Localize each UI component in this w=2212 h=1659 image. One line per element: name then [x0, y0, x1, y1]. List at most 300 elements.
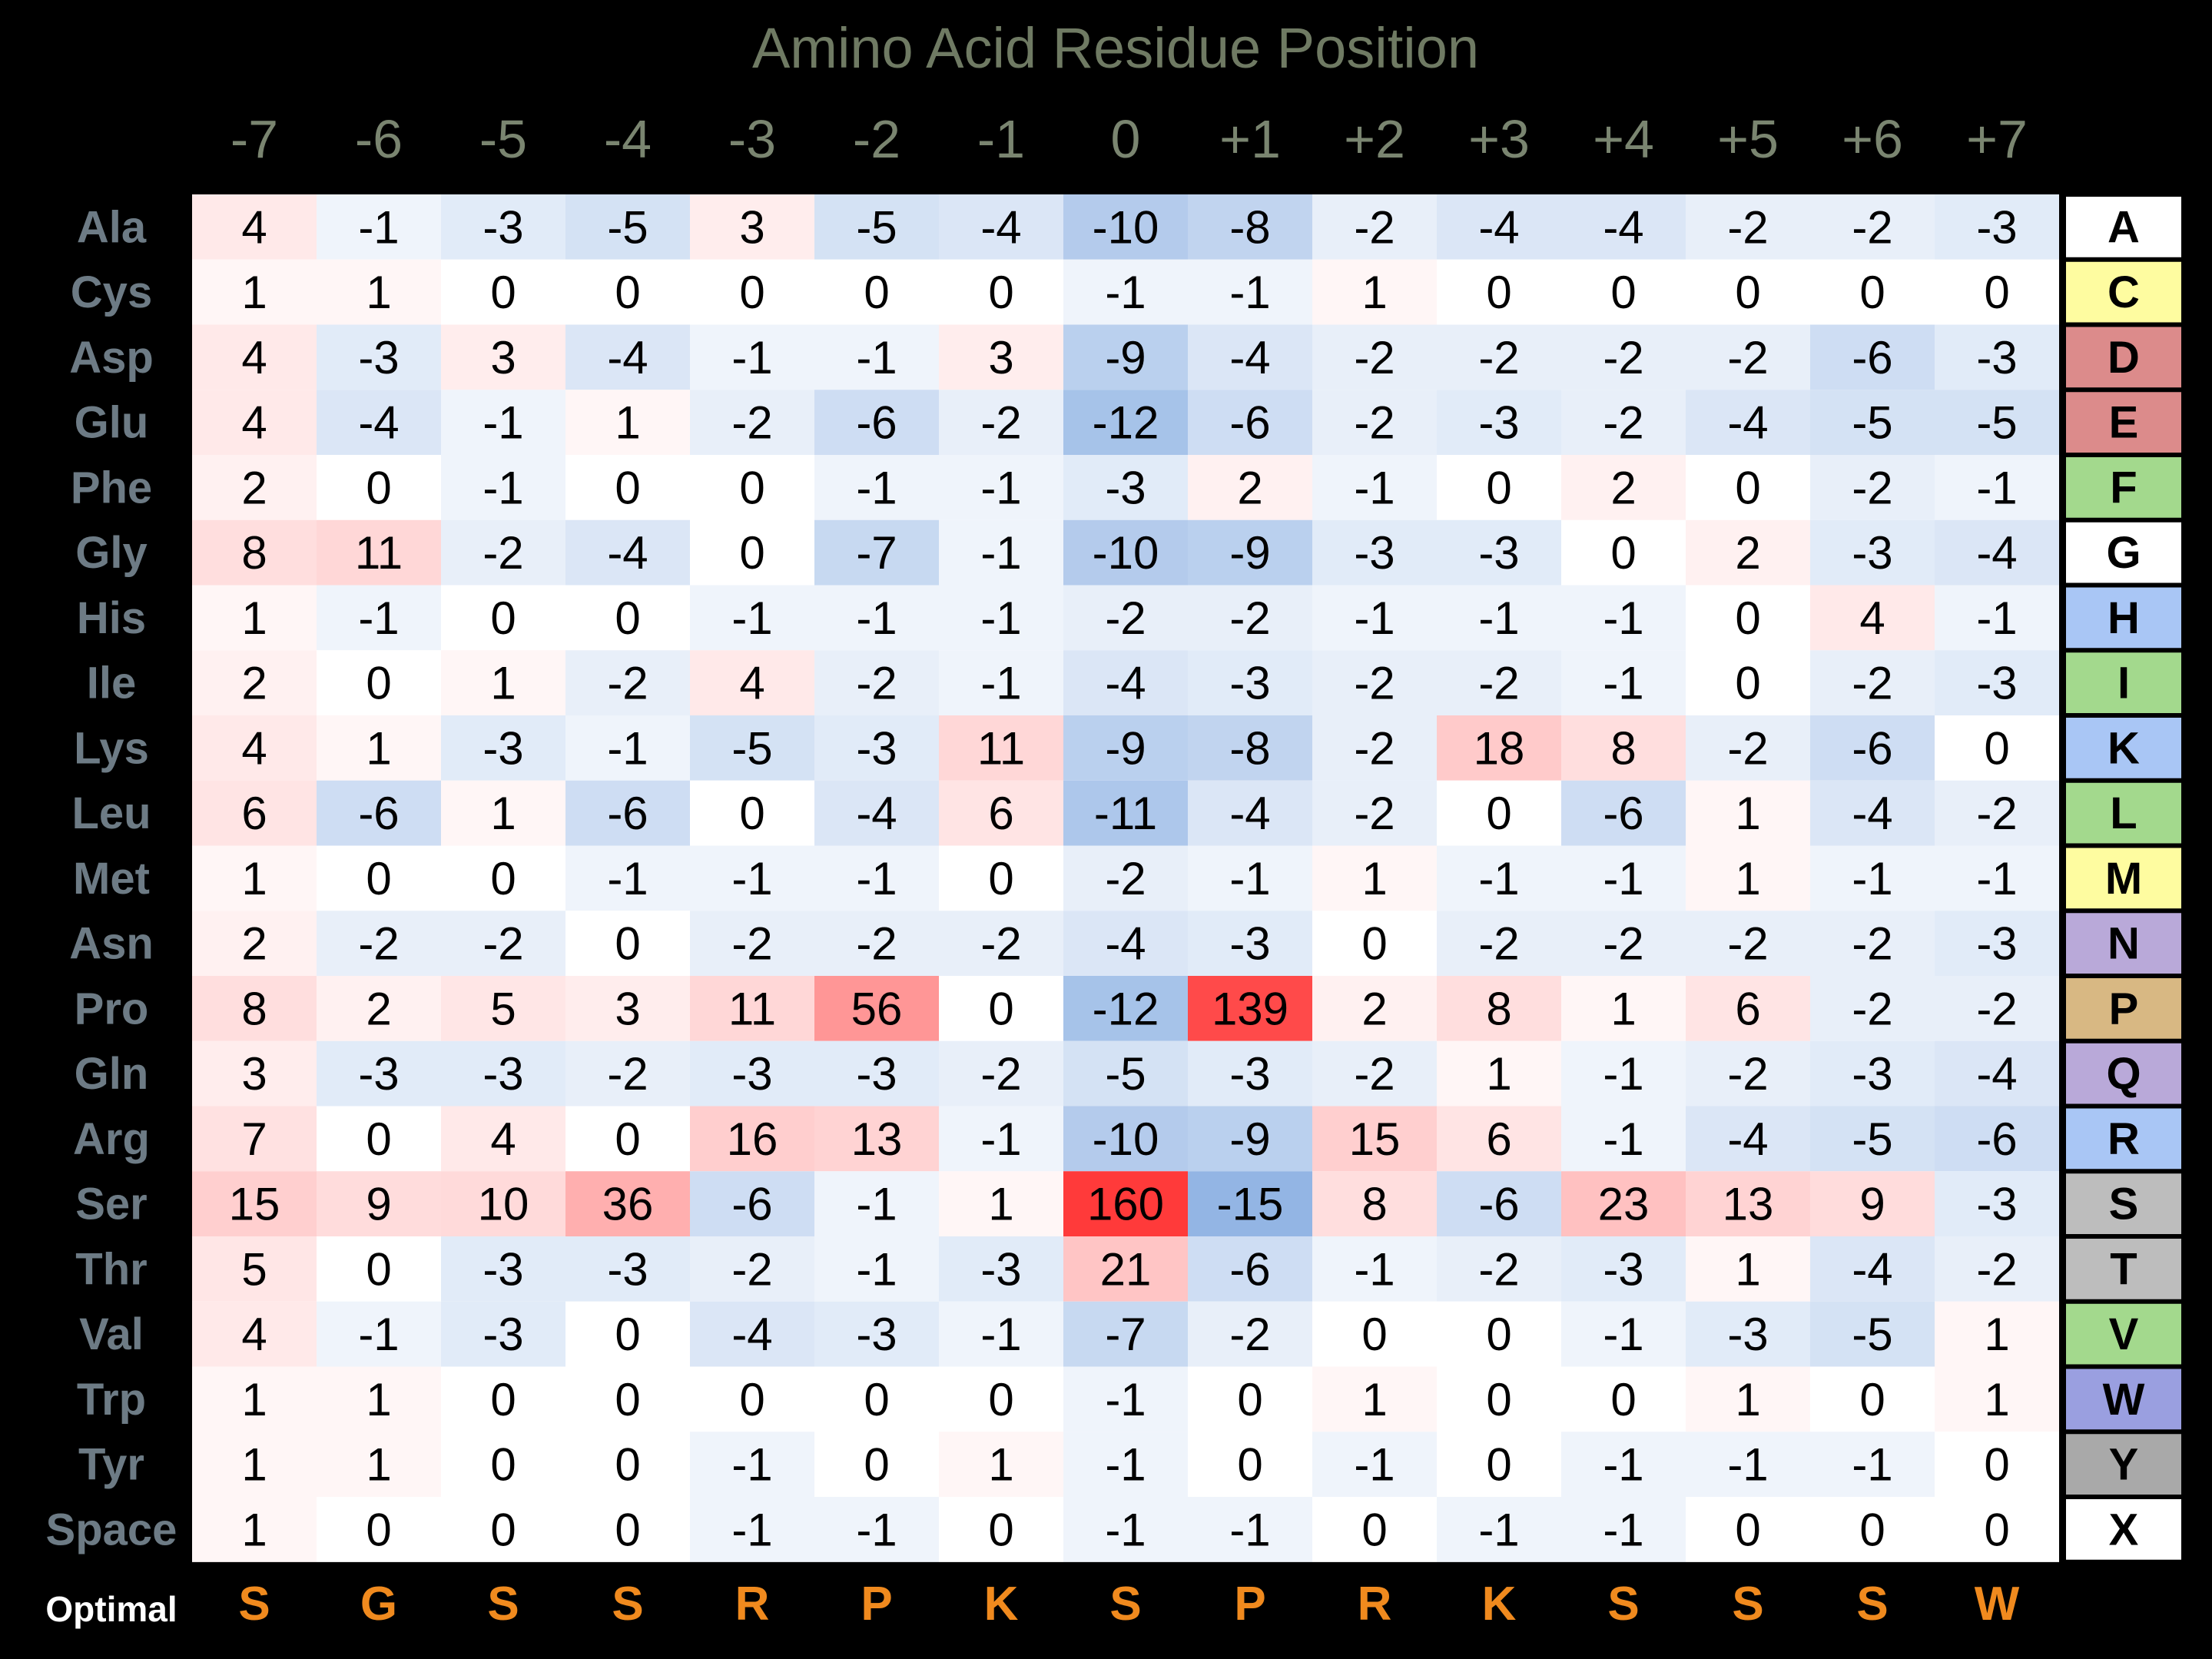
cell-value: 0	[1361, 1504, 1388, 1556]
key-letter: I	[2117, 658, 2131, 708]
cell-value: 0	[988, 983, 1014, 1035]
cell-value: 2	[241, 462, 267, 514]
cell-value: -3	[1976, 657, 2018, 709]
cell-value: -2	[856, 657, 897, 709]
cell-value: 36	[602, 1178, 654, 1230]
cell-value: 0	[366, 1113, 392, 1165]
cell-value: 10	[477, 1178, 529, 1230]
cell-value: 0	[864, 267, 890, 319]
cell-value: -1	[1976, 852, 2018, 904]
cell-value: -2	[1354, 1048, 1395, 1100]
column-label: +6	[1842, 109, 1903, 169]
row-label: Ile	[86, 658, 137, 708]
row-label: Gln	[74, 1049, 149, 1100]
cell-value: 1	[241, 592, 267, 644]
cell-value: -1	[1105, 1504, 1146, 1556]
row-label: Phe	[70, 463, 153, 513]
cell-value: -1	[856, 1243, 897, 1296]
row-label: Space	[45, 1505, 177, 1555]
cell-value: -10	[1092, 527, 1159, 579]
cell-value: -2	[1852, 983, 1893, 1035]
cell-value: -1	[980, 1309, 1022, 1361]
cell-value: 1	[1735, 1243, 1761, 1296]
cell-value: 1	[366, 722, 392, 775]
cell-value: -3	[856, 1048, 897, 1100]
cell-value: 0	[366, 852, 392, 904]
column-label: +4	[1593, 109, 1654, 169]
optimal-residue: S	[612, 1578, 644, 1631]
key-letter: C	[2108, 267, 2140, 318]
cell-value: -1	[1229, 852, 1271, 904]
row-label: Glu	[74, 397, 149, 448]
cell-value: 6	[988, 788, 1014, 840]
cell-value: 3	[615, 983, 641, 1035]
cell-value: 1	[988, 1178, 1014, 1230]
cell-value: -9	[1229, 527, 1271, 579]
column-label: -4	[603, 109, 652, 169]
cell-value: 8	[241, 983, 267, 1035]
cell-value: -10	[1092, 201, 1159, 254]
column-label: -3	[728, 109, 777, 169]
cell-value: -11	[1093, 788, 1158, 840]
cell-value: -2	[358, 917, 400, 970]
cell-value: -1	[1603, 592, 1644, 644]
cell-value: -1	[1976, 462, 2018, 514]
cell-value: 8	[1610, 722, 1637, 775]
cell-value: 0	[739, 462, 765, 514]
cell-value: -5	[731, 722, 773, 775]
row-label: Met	[73, 853, 150, 904]
cell-value: 8	[1361, 1178, 1388, 1230]
cell-value: -5	[1852, 1113, 1893, 1165]
cell-value: 0	[490, 1438, 516, 1491]
cell-value: -2	[856, 917, 897, 970]
cell-value: -4	[1852, 788, 1893, 840]
cell-value: -1	[1603, 1309, 1644, 1361]
cell-value: -2	[1354, 657, 1395, 709]
key-letter: Q	[2106, 1049, 2141, 1100]
cell-value: 0	[1859, 1373, 1885, 1425]
cell-value: -1	[1105, 267, 1146, 319]
cell-value: 0	[1237, 1373, 1263, 1425]
cell-value: 4	[241, 722, 267, 775]
cell-value: -15	[1216, 1178, 1284, 1230]
cell-value: -8	[1229, 201, 1271, 254]
cell-value: -2	[980, 917, 1022, 970]
cell-value: -2	[1976, 1243, 2018, 1296]
cell-value: 0	[1486, 1309, 1512, 1361]
cell-value: 160	[1086, 1178, 1165, 1230]
cell-value: 0	[1237, 1438, 1263, 1491]
cell-value: -1	[856, 592, 897, 644]
cell-value: -2	[1727, 201, 1769, 254]
cell-value: -4	[1976, 527, 2018, 579]
cell-value: 0	[490, 1504, 516, 1556]
cell-value: -2	[1603, 397, 1644, 449]
key-letter: A	[2108, 202, 2140, 253]
cell-value: -2	[1852, 657, 1893, 709]
cell-value: 0	[615, 462, 641, 514]
column-label: +2	[1344, 109, 1405, 169]
cell-value: -1	[856, 1504, 897, 1556]
cell-value: -2	[1354, 397, 1395, 449]
cell-value: 0	[739, 1373, 765, 1425]
cell-value: -6	[607, 788, 648, 840]
cell-value: -1	[980, 1113, 1022, 1165]
optimal-label: Optimal	[45, 1589, 177, 1629]
cell-value: 11	[977, 722, 1026, 775]
cell-value: -4	[607, 527, 648, 579]
cell-value: -6	[1478, 1178, 1520, 1230]
cell-value: 9	[366, 1178, 392, 1230]
cell-value: -6	[856, 397, 897, 449]
cell-value: -3	[483, 1048, 524, 1100]
cell-value: 3	[490, 331, 516, 383]
optimal-residue: K	[1481, 1578, 1517, 1631]
cell-value: -2	[483, 527, 524, 579]
cell-value: 0	[1610, 267, 1637, 319]
cell-value: 3	[988, 331, 1014, 383]
cell-value: -8	[1229, 722, 1271, 775]
cell-value: -4	[731, 1309, 773, 1361]
cell-value: -4	[358, 397, 400, 449]
cell-value: -2	[1478, 1243, 1520, 1296]
cell-value: 0	[490, 592, 516, 644]
cell-value: -6	[1229, 1243, 1271, 1296]
cell-value: 0	[366, 462, 392, 514]
key-letter: M	[2104, 853, 2143, 904]
cell-value: 2	[241, 917, 267, 970]
cell-value: 4	[1859, 592, 1885, 644]
cell-value: 0	[615, 592, 641, 644]
key-letter: K	[2108, 723, 2140, 774]
cell-value: -4	[1229, 331, 1271, 383]
cell-value: -2	[1603, 917, 1644, 970]
cell-value: 0	[1859, 1504, 1885, 1556]
cell-value: 1	[1361, 1373, 1388, 1425]
cell-value: -3	[856, 722, 897, 775]
cell-value: -2	[1478, 917, 1520, 970]
cell-value: -2	[1478, 657, 1520, 709]
cell-value: 0	[1735, 267, 1761, 319]
cell-value: -1	[731, 852, 773, 904]
cell-value: 1	[1361, 852, 1388, 904]
optimal-residue: G	[360, 1578, 398, 1631]
column-label: 0	[1110, 109, 1141, 169]
cell-value: 11	[728, 983, 777, 1035]
cell-value: 2	[1610, 462, 1637, 514]
cell-value: 6	[241, 788, 267, 840]
cell-value: 0	[615, 917, 641, 970]
optimal-residue: R	[1357, 1578, 1392, 1631]
row-label: Ala	[76, 202, 147, 253]
row-label: Ser	[75, 1179, 148, 1229]
cell-value: -6	[1976, 1113, 2018, 1165]
key-letter: T	[2110, 1244, 2137, 1295]
key-letter: G	[2106, 528, 2141, 579]
cell-value: 0	[1610, 527, 1637, 579]
cell-value: -1	[1603, 1504, 1644, 1556]
cell-value: 16	[726, 1113, 778, 1165]
optimal-residue: K	[983, 1578, 1019, 1631]
cell-value: 0	[864, 1373, 890, 1425]
cell-value: -2	[483, 917, 524, 970]
cell-value: -1	[1105, 1438, 1146, 1491]
cell-value: 8	[241, 527, 267, 579]
optimal-residue: S	[1607, 1578, 1640, 1631]
cell-value: -3	[483, 1309, 524, 1361]
optimal-residue: S	[238, 1578, 270, 1631]
row-label: Thr	[75, 1244, 148, 1295]
cell-value: 4	[241, 201, 267, 254]
cell-value: 56	[851, 983, 903, 1035]
cell-value: -3	[1852, 527, 1893, 579]
row-label: Lys	[74, 723, 149, 774]
cell-value: 3	[739, 201, 765, 254]
cell-value: 2	[366, 983, 392, 1035]
cell-value: -3	[1976, 1178, 2018, 1230]
cell-value: 1	[241, 267, 267, 319]
cell-value: -3	[1976, 331, 2018, 383]
cell-value: -1	[1354, 1243, 1395, 1296]
cell-value: 0	[864, 1438, 890, 1491]
cell-value: -1	[980, 462, 1022, 514]
cell-value: -5	[856, 201, 897, 254]
cell-value: -3	[1727, 1309, 1769, 1361]
row-label: Arg	[73, 1113, 150, 1164]
cell-value: -9	[1229, 1113, 1271, 1165]
cell-value: 0	[615, 267, 641, 319]
row-label: Pro	[74, 984, 149, 1034]
cell-value: -3	[483, 722, 524, 775]
cell-value: 0	[490, 1373, 516, 1425]
cell-value: 139	[1211, 983, 1289, 1035]
cell-value: -1	[1105, 1373, 1146, 1425]
cell-value: -4	[980, 201, 1022, 254]
cell-value: -1	[1478, 852, 1520, 904]
cell-value: -3	[483, 201, 524, 254]
cell-value: 1	[241, 1373, 267, 1425]
cell-value: 0	[366, 1243, 392, 1296]
cell-value: -6	[1852, 331, 1893, 383]
key-letter: L	[2110, 788, 2137, 839]
cell-value: -4	[607, 331, 648, 383]
row-label: His	[76, 592, 147, 643]
cell-value: -4	[1105, 917, 1146, 970]
cell-value: -3	[1976, 917, 2018, 970]
cell-value: 0	[988, 267, 1014, 319]
cell-value: 1	[1361, 267, 1388, 319]
cell-value: -2	[1727, 331, 1769, 383]
column-label: -2	[852, 109, 901, 169]
cell-value: -1	[856, 1178, 897, 1230]
cell-value: -4	[1976, 1048, 2018, 1100]
cell-value: 1	[1735, 852, 1761, 904]
cell-value: -1	[1354, 592, 1395, 644]
cell-value: 0	[1486, 788, 1512, 840]
optimal-residue: W	[1974, 1578, 2020, 1631]
cell-value: -4	[1603, 201, 1644, 254]
cell-value: -9	[1105, 331, 1146, 383]
key-letter: V	[2108, 1309, 2139, 1360]
cell-value: 5	[490, 983, 516, 1035]
cell-value: -3	[980, 1243, 1022, 1296]
cell-value: 0	[1486, 1373, 1512, 1425]
cell-value: 0	[1610, 1373, 1637, 1425]
cell-value: 1	[241, 1438, 267, 1491]
key-letter: H	[2108, 592, 2140, 643]
optimal-residue: S	[1856, 1578, 1889, 1631]
cell-value: -1	[1354, 1438, 1395, 1491]
cell-value: 3	[241, 1048, 267, 1100]
cell-value: 6	[1735, 983, 1761, 1035]
cell-value: -2	[1354, 722, 1395, 775]
cell-value: 0	[1361, 917, 1388, 970]
cell-value: -5	[607, 201, 648, 254]
cell-value: 1	[490, 657, 516, 709]
cell-value: 23	[1597, 1178, 1650, 1230]
cell-value: 1	[1735, 1373, 1761, 1425]
cell-value: 0	[615, 1373, 641, 1425]
cell-value: 0	[1859, 267, 1885, 319]
cell-value: -3	[1229, 657, 1271, 709]
cell-value: 1	[1486, 1048, 1512, 1100]
cell-value: -10	[1092, 1113, 1159, 1165]
column-label: +5	[1717, 109, 1779, 169]
cell-value: 2	[1735, 527, 1761, 579]
cell-value: -1	[607, 722, 648, 775]
cell-value: -3	[1478, 527, 1520, 579]
cell-value: -7	[1105, 1309, 1146, 1361]
cell-value: -3	[483, 1243, 524, 1296]
cell-value: 2	[1237, 462, 1263, 514]
cell-value: 5	[241, 1243, 267, 1296]
row-label: Tyr	[78, 1439, 144, 1490]
cell-value: -2	[1229, 1309, 1271, 1361]
cell-value: 15	[1348, 1113, 1401, 1165]
cell-value: -2	[731, 397, 773, 449]
cell-value: 1	[366, 1438, 392, 1491]
cell-value: 0	[1361, 1309, 1388, 1361]
key-letter: Y	[2108, 1439, 2139, 1490]
cell-value: 0	[1984, 1438, 2010, 1491]
row-label: Asn	[69, 918, 154, 969]
cell-value: -2	[1105, 852, 1146, 904]
cell-value: -4	[856, 788, 897, 840]
key-letter: R	[2108, 1113, 2140, 1164]
cell-value: -3	[1852, 1048, 1893, 1100]
cell-value: -2	[1852, 201, 1893, 254]
cell-value: -1	[1852, 852, 1893, 904]
row-label: Gly	[75, 528, 148, 579]
cell-value: 1	[1984, 1373, 2010, 1425]
cell-value: -4	[1478, 201, 1520, 254]
cell-value: -2	[731, 1243, 773, 1296]
cell-value: -2	[1354, 788, 1395, 840]
row-label: Asp	[69, 332, 154, 383]
cell-value: 0	[1486, 267, 1512, 319]
cell-value: -2	[1727, 917, 1769, 970]
column-label: -6	[354, 109, 403, 169]
cell-value: -2	[1603, 331, 1644, 383]
cell-value: -4	[1852, 1243, 1893, 1296]
cell-value: -1	[1727, 1438, 1769, 1491]
cell-value: 0	[366, 657, 392, 709]
cell-value: -2	[1354, 331, 1395, 383]
cell-value: -1	[731, 1504, 773, 1556]
cell-value: 0	[988, 852, 1014, 904]
key-letter: S	[2108, 1179, 2139, 1229]
cell-value: -3	[1478, 397, 1520, 449]
column-label: +7	[1966, 109, 2028, 169]
cell-value: -4	[1727, 1113, 1769, 1165]
cell-value: -5	[1852, 397, 1893, 449]
cell-value: -2	[1976, 788, 2018, 840]
cell-value: 0	[988, 1504, 1014, 1556]
cell-value: -2	[1478, 331, 1520, 383]
cell-value: 6	[1486, 1113, 1512, 1165]
cell-value: -3	[358, 1048, 400, 1100]
cell-value: -1	[731, 331, 773, 383]
cell-value: -7	[856, 527, 897, 579]
cell-value: -2	[980, 1048, 1022, 1100]
cell-value: -1	[1229, 267, 1271, 319]
cell-value: -3	[1603, 1243, 1644, 1296]
cell-value: 0	[1735, 592, 1761, 644]
cell-value: 4	[241, 397, 267, 449]
cell-value: -2	[607, 657, 648, 709]
column-label: -1	[977, 109, 1026, 169]
cell-value: 0	[1735, 1504, 1761, 1556]
cell-value: -1	[1603, 852, 1644, 904]
cell-value: 0	[615, 1113, 641, 1165]
cell-value: -12	[1092, 397, 1159, 449]
column-label: -5	[479, 109, 528, 169]
cell-value: -3	[1354, 527, 1395, 579]
cell-value: -1	[607, 852, 648, 904]
cell-value: 13	[1722, 1178, 1774, 1230]
key-letter: F	[2110, 463, 2137, 513]
optimal-residue: S	[487, 1578, 519, 1631]
cell-value: -1	[1976, 592, 2018, 644]
cell-value: -2	[1354, 201, 1395, 254]
row-label: Val	[79, 1309, 144, 1360]
cell-value: 4	[490, 1113, 516, 1165]
cell-value: 0	[615, 1309, 641, 1361]
cell-value: 0	[739, 527, 765, 579]
column-label: -7	[230, 109, 279, 169]
cell-value: -2	[1229, 592, 1271, 644]
cell-value: -3	[358, 331, 400, 383]
cell-value: -3	[731, 1048, 773, 1100]
cell-value: 13	[851, 1113, 903, 1165]
cell-value: 2	[1361, 983, 1388, 1035]
cell-value: -6	[731, 1178, 773, 1230]
optimal-residue: S	[1109, 1578, 1142, 1631]
cell-value: -6	[358, 788, 400, 840]
cell-value: -3	[1229, 1048, 1271, 1100]
cell-value: 0	[1486, 462, 1512, 514]
cell-value: -12	[1092, 983, 1159, 1035]
cell-value: 1	[490, 788, 516, 840]
cell-value: 7	[241, 1113, 267, 1165]
cell-value: 0	[988, 1373, 1014, 1425]
cell-value: 0	[1735, 657, 1761, 709]
cell-value: -2	[1105, 592, 1146, 644]
cell-value: 1	[1984, 1309, 2010, 1361]
cell-value: -1	[358, 592, 400, 644]
cell-value: -2	[607, 1048, 648, 1100]
